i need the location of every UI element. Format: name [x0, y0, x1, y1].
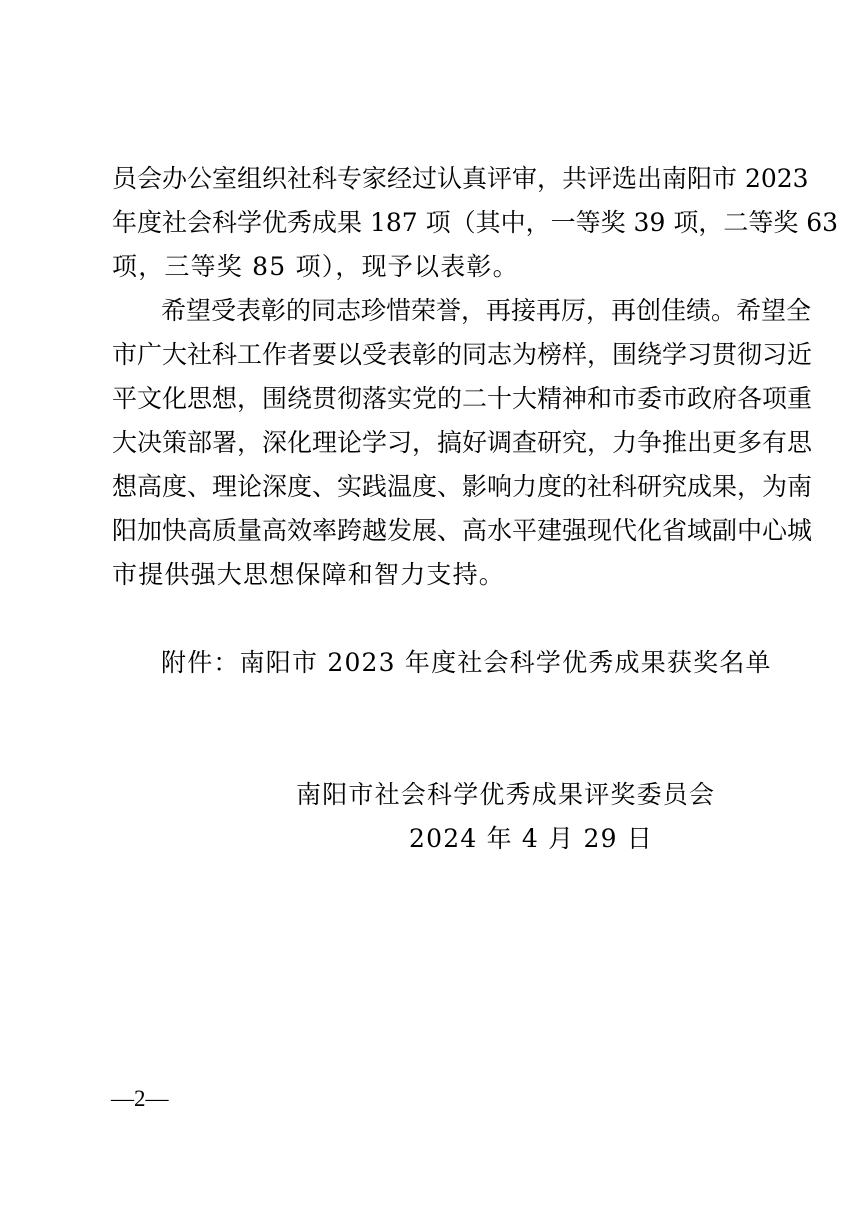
body-text-line: 平文化思想，围绕贯彻落实党的二十大精神和市委市政府各项重 [112, 384, 813, 413]
body-text-line: 大决策部署，深化理论学习，搞好调查研究，力争推出更多有思 [112, 428, 813, 457]
body-text-line: 员会办公室组织社科专家经过认真评审，共评选出南阳市 2023 [112, 164, 809, 193]
body-text-line: 年度社会科学优秀成果 187 项（其中，一等奖 39 项，二等奖 63 [112, 208, 839, 237]
body-text-line: 阳加快高质量高效率跨越发展、高水平建强现代化省域副中心城 [112, 516, 813, 545]
page-number: —2— [111, 1086, 169, 1111]
body-text-line: 项，三等奖 85 项），现予以表彰。 [112, 252, 519, 281]
issue-date: 2024 年 4 月 29 日 [409, 824, 654, 853]
body-text-line: 市广大社科工作者要以受表彰的同志为榜样，围绕学习贯彻习近 [112, 340, 813, 369]
body-text-line: 市提供强大思想保障和智力支持。 [112, 560, 506, 589]
body-text-line: 希望受表彰的同志珍惜荣誉，再接再厉，再创佳绩。希望全 [161, 296, 812, 325]
issuing-organization: 南阳市社会科学优秀成果评奖委员会 [296, 780, 716, 809]
attachment-note: 附件：南阳市 2023 年度社会科学优秀成果获奖名单 [161, 648, 772, 677]
body-text-line: 想高度、理论深度、实践温度、影响力度的社科研究成果，为南 [112, 472, 813, 501]
